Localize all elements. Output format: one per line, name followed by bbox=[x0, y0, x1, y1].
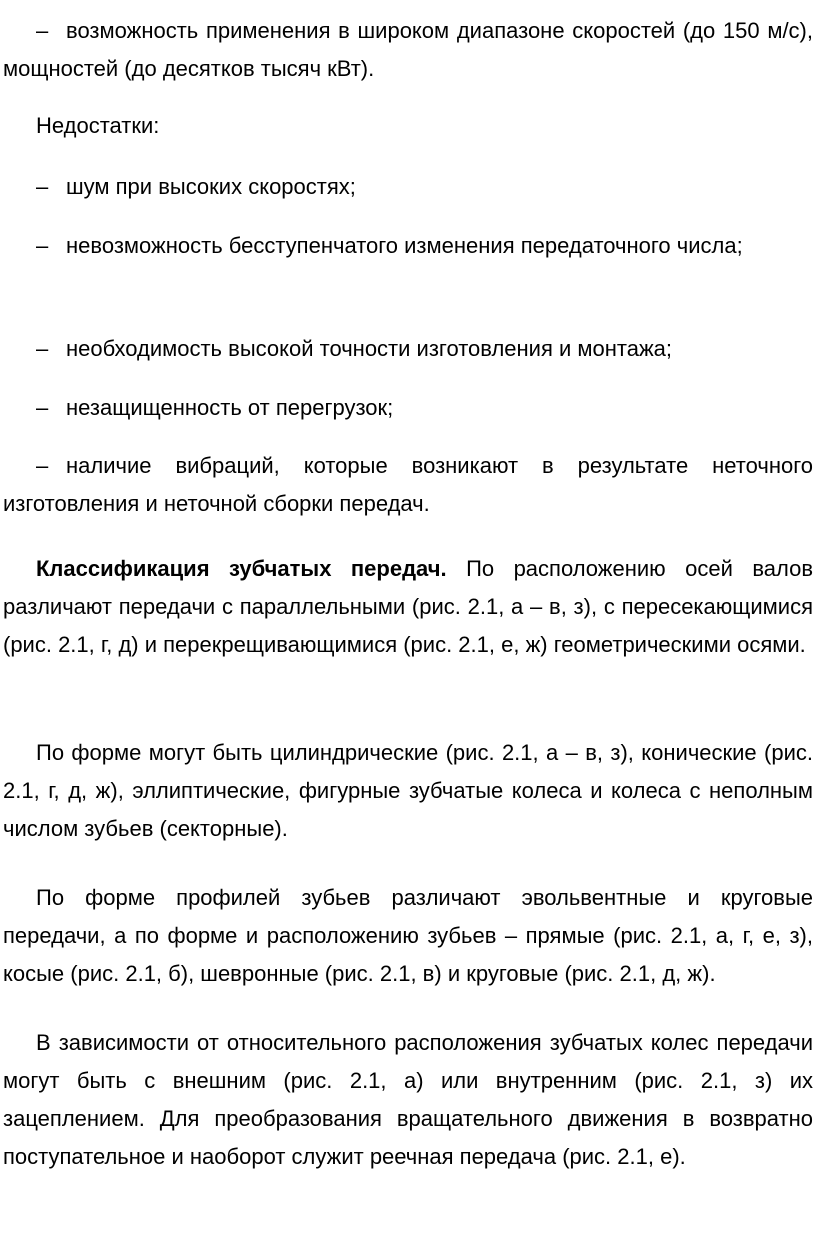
dash-marker: – bbox=[36, 233, 49, 258]
paragraph-text: шум при высоких скоростях; bbox=[66, 174, 356, 199]
form-paragraph: По форме могут быть цилиндрические (рис. 2.1, а – в, з), конические (рис. 2.1, г, д, ж), эллиптические, фигурные зубчатые колеса и колеса с неполным числом зубьев (секторные). bbox=[3, 740, 813, 841]
dash-marker: – bbox=[36, 395, 49, 420]
classification-paragraph bbox=[3, 550, 813, 664]
paragraph-text: возможность применения в широком диапазоне скоростей (до 150 м/с), мощностей (до десятков тысяч кВт). bbox=[3, 18, 813, 81]
advantage-item-speed-range bbox=[3, 12, 813, 88]
disadvantage-item-overload bbox=[3, 389, 813, 427]
tooth-profile-paragraph: По форме профилей зубьев различают эвольвентные и круговые передачи, а по форме и расположению зубьев – прямые (рис. 2.1, а, г, е, з), косые (рис. 2.1, б), шевронные (рис. 2.1, в) и круговые (рис. 2.1, д, ж). bbox=[3, 885, 813, 986]
disadvantage-item-noise bbox=[3, 168, 813, 206]
paragraph-text: наличие вибраций, которые возникают в результате неточного изготовления и неточной сборки передач. bbox=[3, 453, 813, 516]
paragraph-text: необходимость высокой точности изготовления и монтажа; bbox=[66, 336, 673, 361]
paragraph-text: незащищенность от перегрузок; bbox=[66, 395, 394, 420]
dash-marker: – bbox=[36, 18, 49, 43]
dash-marker: – bbox=[36, 174, 49, 199]
disadvantages-heading: Недостатки: bbox=[36, 113, 160, 138]
disadvantage-item-gear-ratio bbox=[3, 227, 813, 265]
paragraph-text: невозможность бесступенчатого изменения передаточного числа; bbox=[66, 233, 743, 258]
mesh-type-paragraph: В зависимости от относительного расположения зубчатых колес передачи могут быть с внешним (рис. 2.1, а) или внутренним (рис. 2.1, з) их зацеплением. Для преобразования вращательного движения в возвратно поступательное и наоборот служит реечная передача (рис. 2.1, е). bbox=[3, 1030, 813, 1169]
dash-marker: – bbox=[36, 336, 49, 361]
paragraph-text: По расположению осей валов различают передачи с параллельными (рис. 2.1, а – в, з), с пересекающимися (рис. 2.1, г, д) и перекрещивающимися (рис. 2.1, е, ж) геометрическими осями. bbox=[3, 556, 814, 657]
dash-marker: – bbox=[36, 453, 49, 478]
disadvantage-item-precision bbox=[3, 330, 813, 368]
disadvantage-item-vibration bbox=[3, 447, 813, 523]
section-heading: Классификация зубчатых передач. bbox=[36, 556, 447, 581]
